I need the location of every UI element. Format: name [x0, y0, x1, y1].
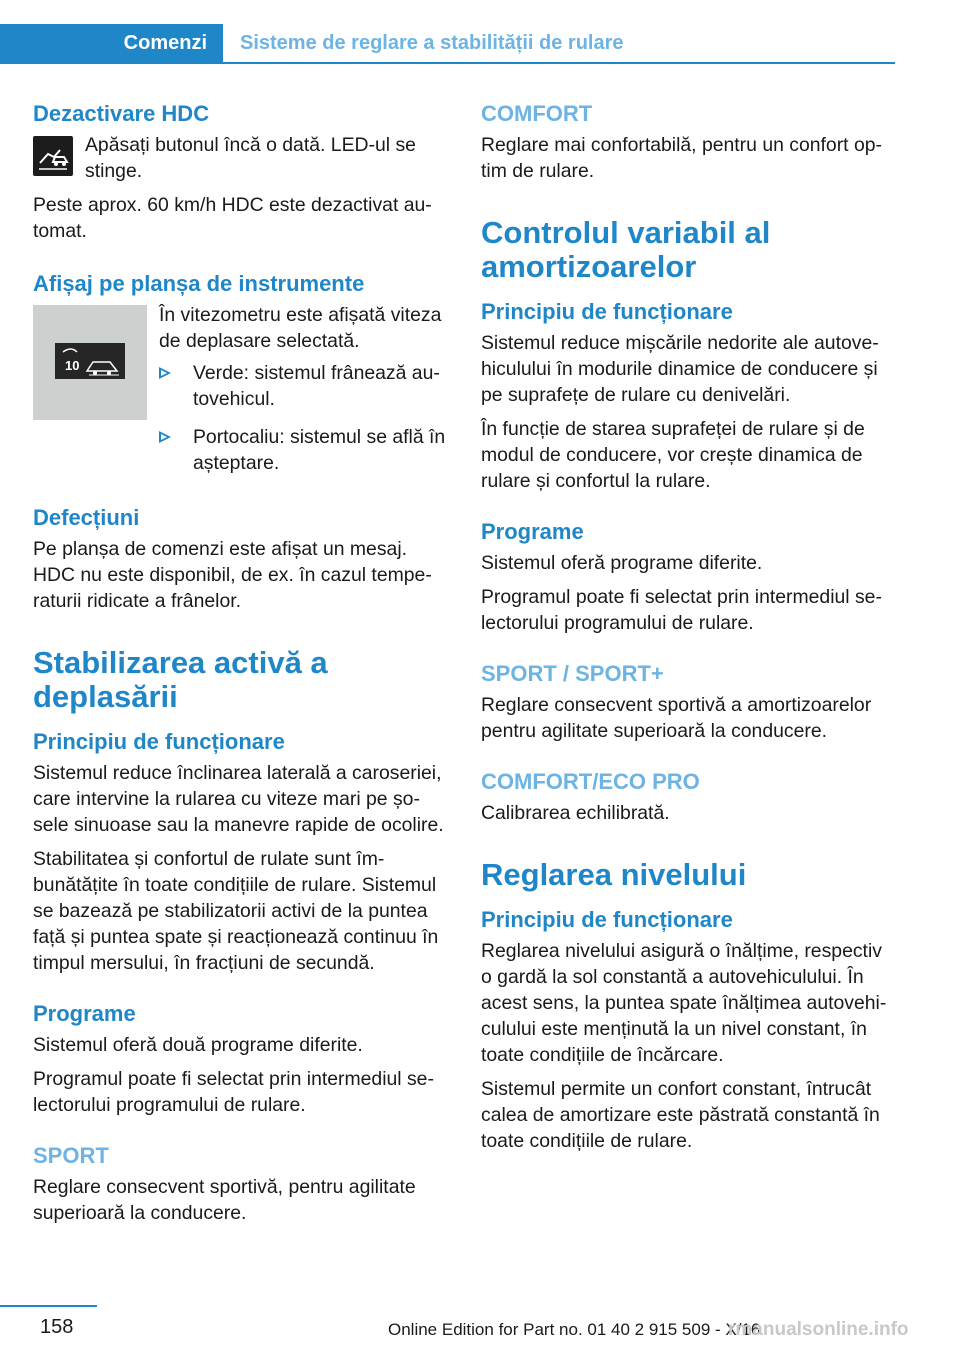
heading-hdc-off: Dezactivare HDC	[33, 101, 210, 126]
speedometer-display-image	[33, 305, 147, 420]
triangle-bullet-icon	[159, 431, 171, 443]
hdc-button-row	[33, 132, 448, 184]
heading-sport: SPORT	[33, 1143, 109, 1168]
display-text: În vitezometru este afișată viteza de deplasare selectată.	[159, 304, 442, 352]
heading-programs: Programe	[481, 519, 584, 544]
section-tab-subtitle: Sisteme de reglare a stabilității de rulare	[240, 32, 624, 54]
programs-paragraph-2: Programul poate fi selectat prin intermediul se-lectorului programului de rulare.	[481, 586, 882, 634]
display-speed-value: 10	[65, 358, 80, 373]
heading-programs: Programe	[33, 1001, 136, 1026]
heading-level-principle: Principiu de funcționare	[481, 907, 733, 932]
footer-rule	[0, 1305, 97, 1307]
edition-info: Online Edition for Part no. 01 40 2 915 509 - X/16	[388, 1320, 761, 1339]
level-paragraph-2: Sistemul permite un confort constant, întrucât calea de amortizare este păstrată constantă în toate condițiile de rulare.	[481, 1078, 880, 1152]
list-item: Verde: sistemul frânează au-tovehicul.	[159, 360, 448, 412]
heading-variable-damper-control: Controlul variabil al amortizoarelor	[481, 215, 771, 284]
heading-comfort: COMFORT	[481, 101, 593, 126]
watermark: rmanualsonline.info	[728, 1319, 909, 1340]
heading-display: Afișaj pe planșa de instrumente	[33, 271, 365, 296]
right-column	[481, 100, 896, 1162]
display-row	[33, 302, 448, 488]
heading-principle: Principiu de funcționare	[481, 299, 733, 324]
principle-paragraph-2: În funcție de starea suprafeței de rulare și de modul de conducere, vor crește dinamica de rulare și confortul la rulare.	[481, 418, 865, 492]
level-paragraph-1: Reglarea nivelului asigură o înălțime, respectiv o gardă la sol constantă a autovehiculului. În acest sens, la puntea spate înălțimea autovehi-culului este menținută la un nivel constant, în toate condițiile de încărcare.	[481, 940, 887, 1066]
programs-paragraph-2: Programul poate fi selectat prin intermediul se-lectorului programului de rulare.	[33, 1068, 434, 1116]
section-tab-active: Comenzi	[0, 24, 223, 62]
left-column	[33, 100, 448, 1234]
display-bullet-list	[159, 360, 448, 476]
sport-text: Reglare consecvent sportivă, pentru agilitate superioară la conducere.	[33, 1176, 416, 1224]
principle-paragraph-2: Stabilitatea și confortul de rulate sunt îm-bunătățite în toate condițiile de rulare. Sistemul se bazează pe stabilizatorii activi de la puntea față și puntea spate și reacționează continuu în timpul mersului, în fracțiuni de secundă.	[33, 848, 439, 974]
heading-faults: Defecțiuni	[33, 505, 140, 530]
heading-active-stabilization: Stabilizarea activă a deplasării	[33, 645, 328, 714]
heading-principle: Principiu de funcționare	[33, 729, 285, 754]
page-number: 158	[40, 1316, 74, 1338]
comfort-eco-pro-text: Calibrarea echilibrată.	[481, 802, 670, 824]
list-item: Portocaliu: sistemul se află în așteptare.	[159, 424, 448, 476]
hdc-auto-off-text: Peste aprox. 60 km/h HDC este dezactivat au-tomat.	[33, 194, 432, 242]
sport-plus-text: Reglare consecvent sportivă a amortizoarelor pentru agilitate superioară la conducere.	[481, 694, 872, 742]
speed-indicator	[55, 343, 125, 379]
display-description	[159, 302, 448, 488]
heading-sport-plus: SPORT / SPORT+	[481, 661, 664, 686]
programs-paragraph-1: Sistemul oferă două programe diferite.	[33, 1034, 363, 1056]
page-header	[0, 24, 895, 64]
heading-level-control: Reglarea nivelului	[481, 857, 747, 892]
heading-comfort-eco-pro: COMFORT/ECO PRO	[481, 769, 700, 794]
hdc-button-icon	[33, 136, 73, 176]
principle-paragraph-1: Sistemul reduce mișcările nedorite ale autove-hiculului în modurile dinamice de conducere și pe suprafețe de rulare cu denivelări.	[481, 332, 879, 406]
triangle-bullet-icon	[159, 367, 171, 379]
programs-paragraph-1: Sistemul oferă programe diferite.	[481, 552, 763, 574]
principle-paragraph-1: Sistemul reduce înclinarea laterală a caroseriei, care intervine la rularea cu viteze mari pe șo-sele sinuoase sau la manevre rapide de ocolire.	[33, 762, 444, 836]
hdc-off-text: Apăsați butonul încă o dată. LED-ul se stinge.	[85, 134, 416, 182]
faults-text: Pe planșa de comenzi este afișat un mesaj. HDC nu este disponibil, de ex. în cazul tempe-raturii ridicate a frânelor.	[33, 538, 432, 612]
comfort-text: Reglare mai confortabilă, pentru un confort op-tim de rulare.	[481, 134, 882, 182]
